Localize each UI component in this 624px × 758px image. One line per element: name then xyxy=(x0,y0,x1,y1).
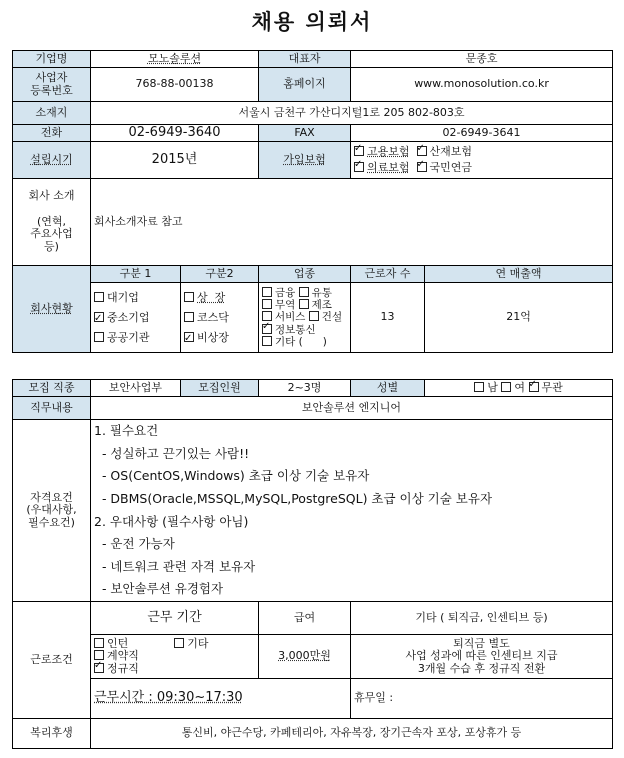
type2-label: 상 장 xyxy=(197,290,226,304)
industry-checkbox[interactable] xyxy=(262,336,272,346)
conditions-label: 근로조건 xyxy=(13,602,91,719)
period-checkbox[interactable] xyxy=(174,638,184,648)
address-label: 소재지 xyxy=(13,102,91,125)
status-label: 회사현황 xyxy=(13,266,91,353)
type2-checkbox[interactable] xyxy=(184,332,194,342)
job: 보안사업부 xyxy=(91,380,181,397)
homepage-label: 홈페이지 xyxy=(259,68,351,102)
type1-label: 중소기업 xyxy=(107,310,150,324)
industry-checkbox[interactable] xyxy=(299,287,309,297)
intro-label: 회사 소개 (연혁, 주요사업 등) xyxy=(13,179,91,266)
welfare: 통신비, 야근수당, 카페테리아, 자유복장, 장기근속자 포상, 포상휴가 등 xyxy=(91,719,613,749)
duty-label: 직무내용 xyxy=(13,397,91,420)
founded-label: 설립시기 xyxy=(13,142,91,179)
industry-checkbox[interactable] xyxy=(262,324,272,334)
period-option-label: 정규직 xyxy=(107,661,139,675)
insurance-checkbox[interactable] xyxy=(417,162,427,172)
type2-label: 비상장 xyxy=(197,330,229,344)
industry-checkbox[interactable] xyxy=(262,287,272,297)
period-options xyxy=(91,635,259,679)
qualification-line: - 보안솔루션 유경험자 xyxy=(94,581,224,597)
gender-checkbox[interactable] xyxy=(501,382,511,392)
insurance-options xyxy=(351,142,613,179)
period-checkbox[interactable] xyxy=(94,638,104,648)
biz-no: 768-88-00138 xyxy=(91,68,259,102)
headcount: 2~3명 xyxy=(259,380,351,397)
status-header: 업종 xyxy=(259,266,351,283)
fax-label: FAX xyxy=(259,125,351,142)
type1-checkbox[interactable] xyxy=(94,312,104,322)
type2-label: 코스닥 xyxy=(197,310,229,324)
insurance-option-label: 국민연금 xyxy=(429,160,473,174)
qualification-line: 1. 필수요건 xyxy=(94,423,159,439)
phone-label: 전화 xyxy=(13,125,91,142)
intro: 회사소개자료 참고 xyxy=(91,179,613,266)
welfare-label: 복리후생 xyxy=(13,719,91,749)
founded: 2015년 xyxy=(91,142,259,179)
type2-checkbox[interactable] xyxy=(184,292,194,302)
address: 서울시 금천구 가산디지털1로 205 802-803호 xyxy=(91,102,613,125)
work-time: 근무시간 : 09:30~17:30 xyxy=(91,679,351,719)
type2-checkbox[interactable] xyxy=(184,312,194,322)
company-name-label: 기업명 xyxy=(13,51,91,68)
industry-label: 정보통신 xyxy=(275,323,316,336)
duty: 보안솔루션 엔지니어 xyxy=(91,397,613,420)
gender-option-label: 남 xyxy=(487,380,498,394)
type1-checkbox[interactable] xyxy=(94,292,104,302)
period-header: 근무 기간 xyxy=(91,602,259,635)
industry-checkbox[interactable] xyxy=(262,299,272,309)
qualification-line: - 운전 가능자 xyxy=(94,536,175,552)
headcount-label: 모집인원 xyxy=(181,380,259,397)
period-checkbox[interactable] xyxy=(94,663,104,673)
industry-label: 무역 xyxy=(275,299,296,312)
industry-label: 서비스 xyxy=(275,311,306,324)
industry-checkbox[interactable] xyxy=(309,311,319,321)
status-header: 근로자 수 xyxy=(351,266,425,283)
employee-count: 13 xyxy=(351,283,425,353)
etc-details xyxy=(351,635,613,679)
holiday: 휴무일 : xyxy=(351,679,613,719)
company-info-table xyxy=(12,50,613,353)
biz-no-label: 사업자 등록번호 xyxy=(13,68,91,102)
status-header: 구분2 xyxy=(181,266,259,283)
industry-label: 금융 xyxy=(275,287,296,300)
etc-line: 사업 성과에 따른 인센티브 지급 xyxy=(405,649,558,663)
qualification-line: - DBMS(Oracle,MSSQL,MySQL,PostgreSQL) 초급 이상 기술 보유자 xyxy=(94,490,493,506)
qualification-line: - OS(CentOS,Windows) 초급 이상 기술 보유자 xyxy=(94,468,370,484)
gender-checkbox[interactable] xyxy=(529,382,539,392)
industry-label: 기타 ( ) xyxy=(275,335,327,348)
homepage: www.monosolution.co.kr xyxy=(351,68,613,102)
insurance-option-label: 산재보험 xyxy=(429,144,473,158)
period-option-label: 기타 xyxy=(187,636,209,650)
insurance-option-label: 의료보험 xyxy=(367,160,410,174)
industry-label: 제조 xyxy=(311,299,332,312)
gender-options xyxy=(425,380,613,397)
insurance-checkbox[interactable] xyxy=(354,146,364,156)
gender-option-label: 여 xyxy=(514,380,525,394)
type1-label: 대기업 xyxy=(107,290,139,304)
salary-header: 급여 xyxy=(259,602,351,635)
document-title: 채용 의뢰서 xyxy=(251,10,373,34)
phone: 02-6949-3640 xyxy=(91,125,259,142)
salary: 3,000만원 xyxy=(259,635,351,679)
company-type1 xyxy=(91,283,181,353)
type1-checkbox[interactable] xyxy=(94,332,104,342)
status-header: 구분 1 xyxy=(91,266,181,283)
insurance-checkbox[interactable] xyxy=(417,146,427,156)
insurance-label: 가입보험 xyxy=(259,142,351,179)
period-option-label: 계약직 xyxy=(107,649,139,663)
qualification-list xyxy=(91,420,613,602)
industry-label: 건설 xyxy=(321,311,343,324)
fax: 02-6949-3641 xyxy=(351,125,613,142)
job-label: 모집 직종 xyxy=(13,380,91,397)
industry-label: 유통 xyxy=(311,287,332,300)
type1-label: 공공기관 xyxy=(107,330,150,344)
period-option-label: 인턴 xyxy=(107,636,129,650)
company-name: 모노솔루션 xyxy=(91,51,259,68)
industry-checkbox[interactable] xyxy=(299,299,309,309)
qualification-line: - 네트워크 관련 자격 보유자 xyxy=(94,558,256,574)
insurance-checkbox[interactable] xyxy=(354,162,364,172)
gender-option-label: 무관 xyxy=(541,380,563,394)
etc-header: 기타 ( 퇴직금, 인센티브 등) xyxy=(351,602,613,635)
status-header: 연 매출액 xyxy=(425,266,613,283)
gender-checkbox[interactable] xyxy=(474,382,484,392)
annual-revenue: 21억 xyxy=(425,283,613,353)
qualification-label: 자격요건 (우대사항, 필수요건) xyxy=(13,420,91,602)
etc-line: 3개월 수습 후 정규직 전환 xyxy=(417,661,546,675)
company-type2 xyxy=(181,283,259,353)
qualification-line: - 성실하고 끈기있는 사람!! xyxy=(94,445,250,461)
gender-label: 성별 xyxy=(351,380,425,397)
recruit-info-table xyxy=(12,379,613,749)
etc-line: 퇴직금 별도 xyxy=(453,636,510,650)
ceo-label: 대표자 xyxy=(259,51,351,68)
ceo-name: 문종호 xyxy=(351,51,613,68)
insurance-option-label: 고용보험 xyxy=(367,144,410,158)
qualification-line: 2. 우대사항 (필수사항 아님) xyxy=(94,513,249,529)
period-checkbox[interactable] xyxy=(94,650,104,660)
industry-options xyxy=(259,283,351,353)
